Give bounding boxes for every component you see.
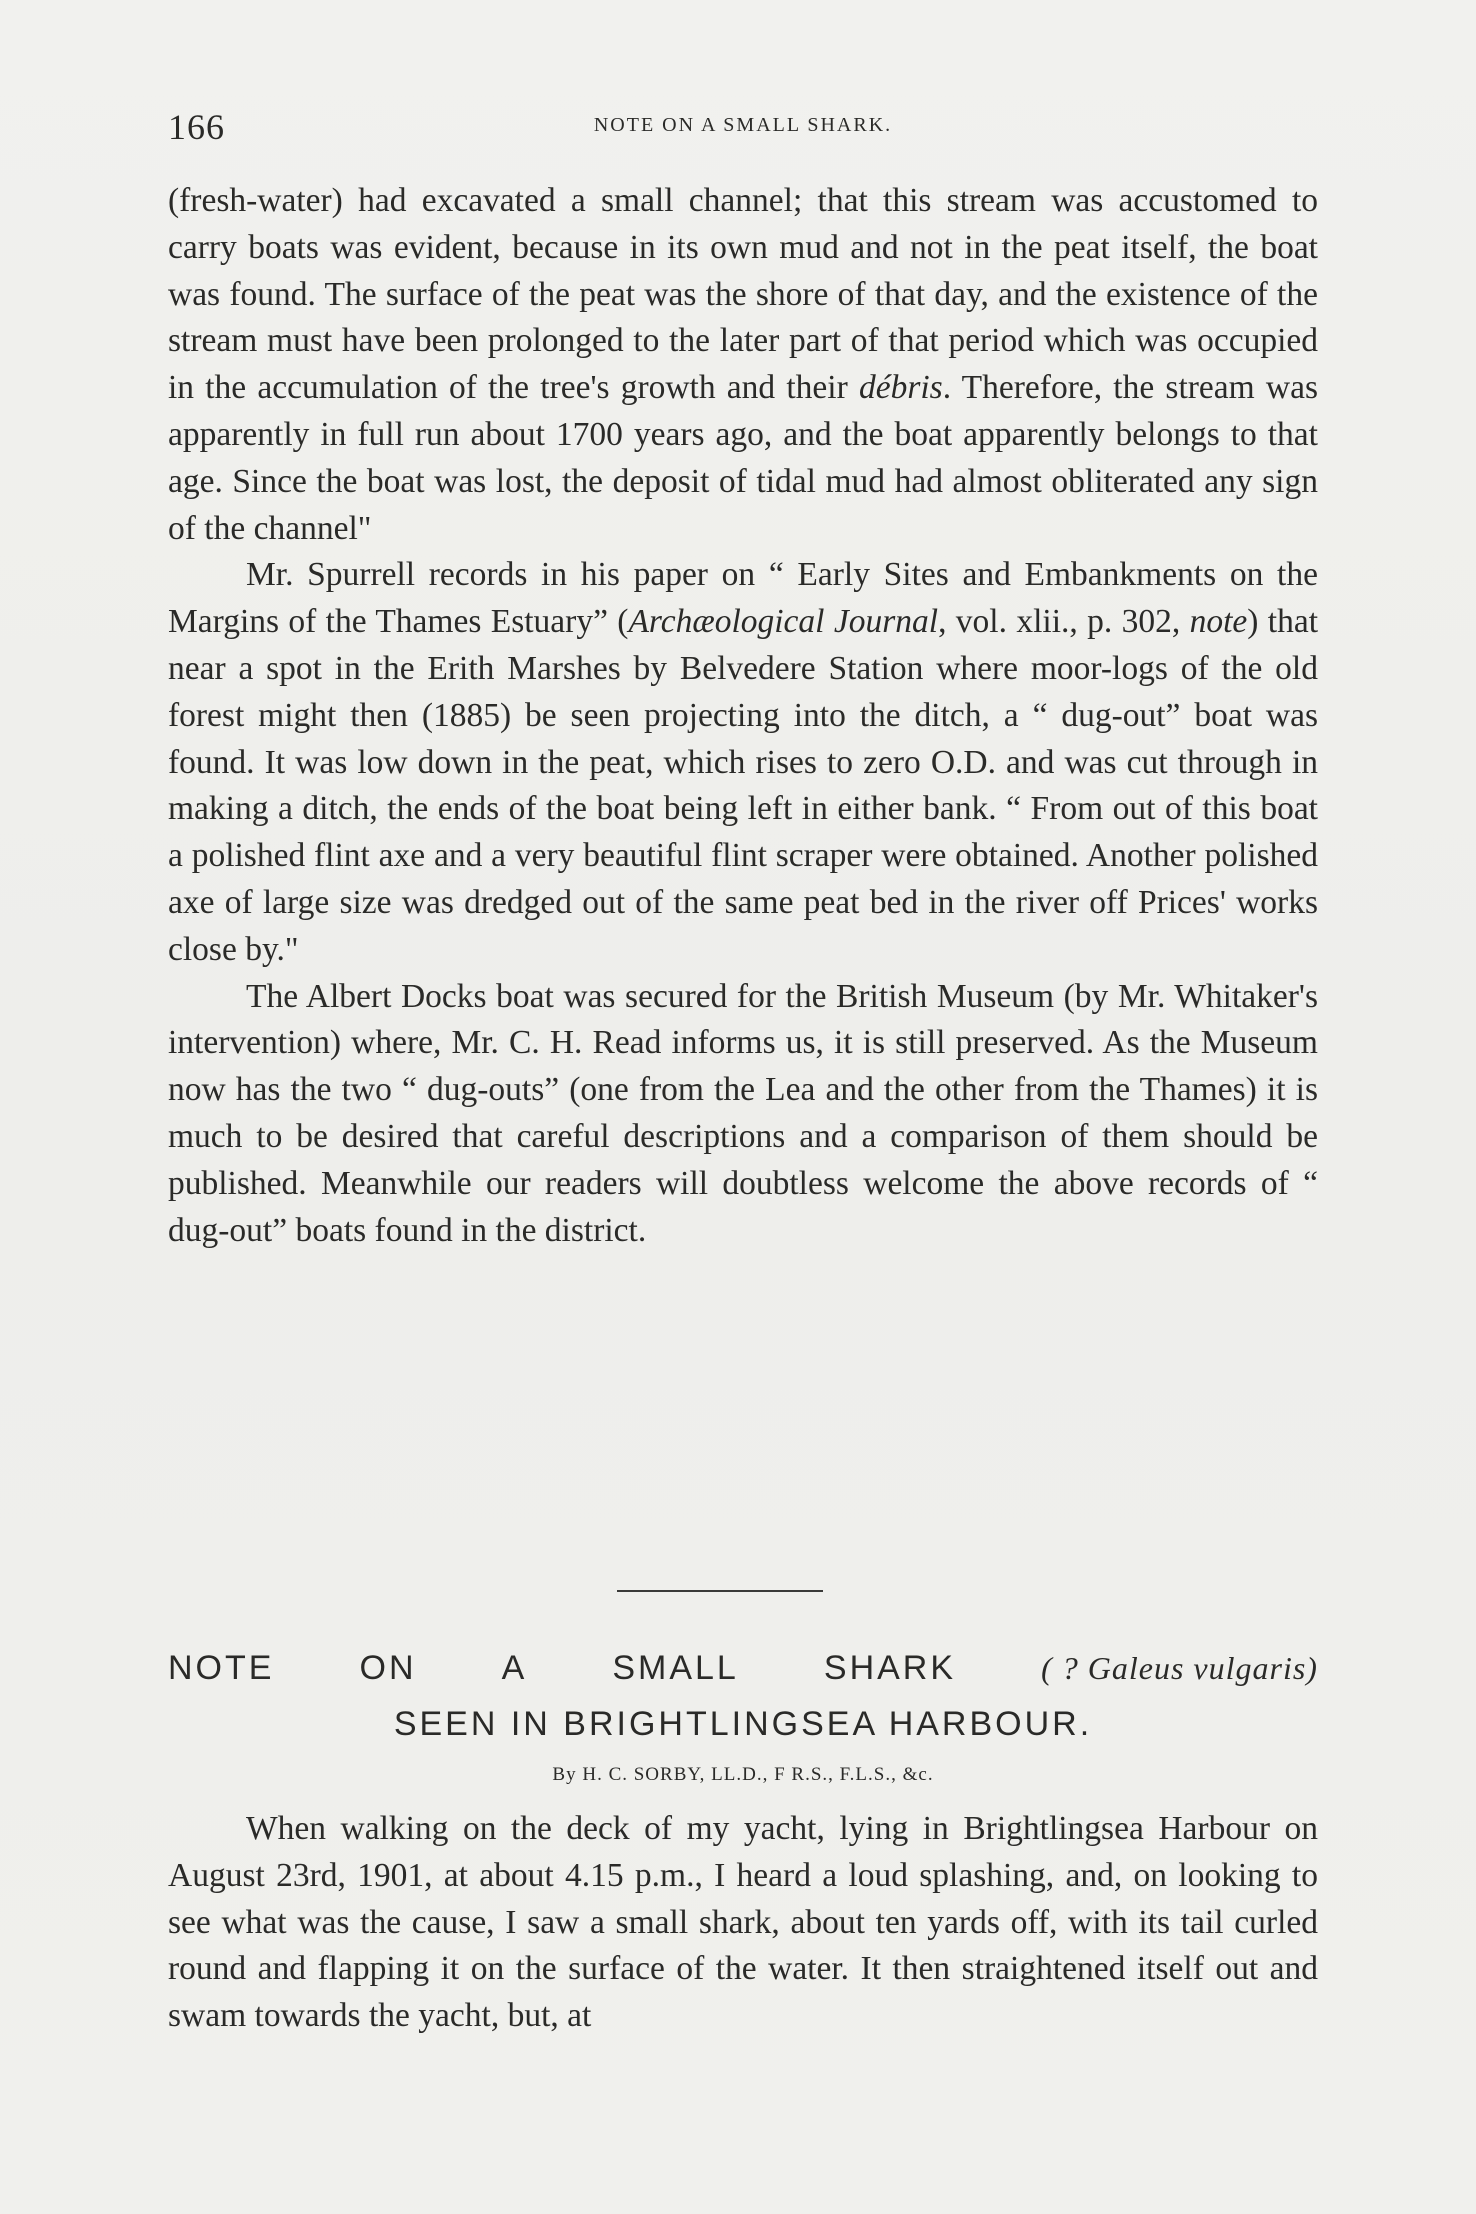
paragraph-2-mid: , vol. xlii., p. 302, <box>938 603 1190 641</box>
title-word: SMALL <box>612 1649 739 1687</box>
title-line-1 <box>168 1640 1318 1696</box>
title-word: ON <box>359 1649 417 1687</box>
paragraph-1-end: . Therefore, the stream was apparently in full run about 1700 years ago, and the boat apparently belongs to that age. Since the boat was lost, the deposit of tidal mud had almost obliterated any sign of the channel" <box>168 369 1318 547</box>
article-body <box>168 1806 1318 2040</box>
paragraph-2-end: ) that near a spot in the Erith Marshes by Belvedere Station where moor-logs of the old forest might then (1885) be seen projecting into the ditch, a “ dug-out” boat was found. It was low down in the peat, which rises to zero O.D. and was cut through in making a ditch, the ends of the boat being left in either bank. “ From out of this boat a polished flint axe and a very beautiful flint scraper were obtained. Another polished axe of large size was dredged out of the same peat bed in the river off Prices' works close by." <box>168 603 1319 968</box>
paragraph-1-text: (fresh-water) had excavated a small channel; that this stream was accustomed to carry boats was evident, because in its own mud and not in the peat itself, the boat was found. The surface of the peat was the shore of that day, and the existence of the stream must have been prolonged to the later part of that period which was occupied in the accumulation of the tree's growth and their <box>168 182 1318 407</box>
byline: By H. C. SORBY, LL.D., F R.S., F.L.S., &c. <box>552 1764 934 1785</box>
paragraph-3: The Albert Docks boat was secured for the British Museum (by Mr. Whitaker's intervention) where, Mr. C. H. Read informs us, it is still preserved. As the Museum now has the two “ dug-outs” (one from the Lea and the other from the Thames) it is much to be desired that careful descriptions and a comparison of them should be published. Meanwhile our readers will doubtless welcome the above records of “ dug-out” boats found in the district. <box>168 977 1318 1249</box>
article-paragraph-1: When walking on the deck of my yacht, lying in Brightlingsea Harbour on August 23rd, 1901, at about 4.15 p.m., I heard a loud splashing, and, on looking to see what was the cause, I saw a small shark, about ten yards off, with its tail curled round and flapping it on the surface of the water. It then straightened itself out and swam towards the yacht, but, at <box>168 1810 1318 2035</box>
paragraph-1 <box>168 178 1318 552</box>
article-title <box>168 1640 1318 1752</box>
title-line-2: SEEN IN BRIGHTLINGSEA HARBOUR. <box>393 1705 1093 1743</box>
title-word: A <box>501 1649 528 1687</box>
title-word: NOTE <box>168 1649 275 1687</box>
running-head: NOTE ON A SMALL SHARK. <box>593 114 893 136</box>
continued-text <box>168 178 1318 1254</box>
paragraph-2-start: Mr. Spurrell records in his paper on “ Early Sites and Embankments on the Margins of the Thames Estuary” ( <box>168 556 1318 641</box>
section-divider <box>617 1590 823 1592</box>
journal-title: Archæological Journal <box>628 603 939 641</box>
debris-italic: débris <box>858 369 943 407</box>
note-italic: note <box>1189 603 1248 641</box>
title-word: SHARK <box>823 1649 957 1687</box>
paragraph-2 <box>168 552 1318 973</box>
page-header <box>168 106 1318 146</box>
title-species: ( ? Galeus vulgaris) <box>1041 1650 1318 1686</box>
page-number: 166 <box>168 107 225 147</box>
